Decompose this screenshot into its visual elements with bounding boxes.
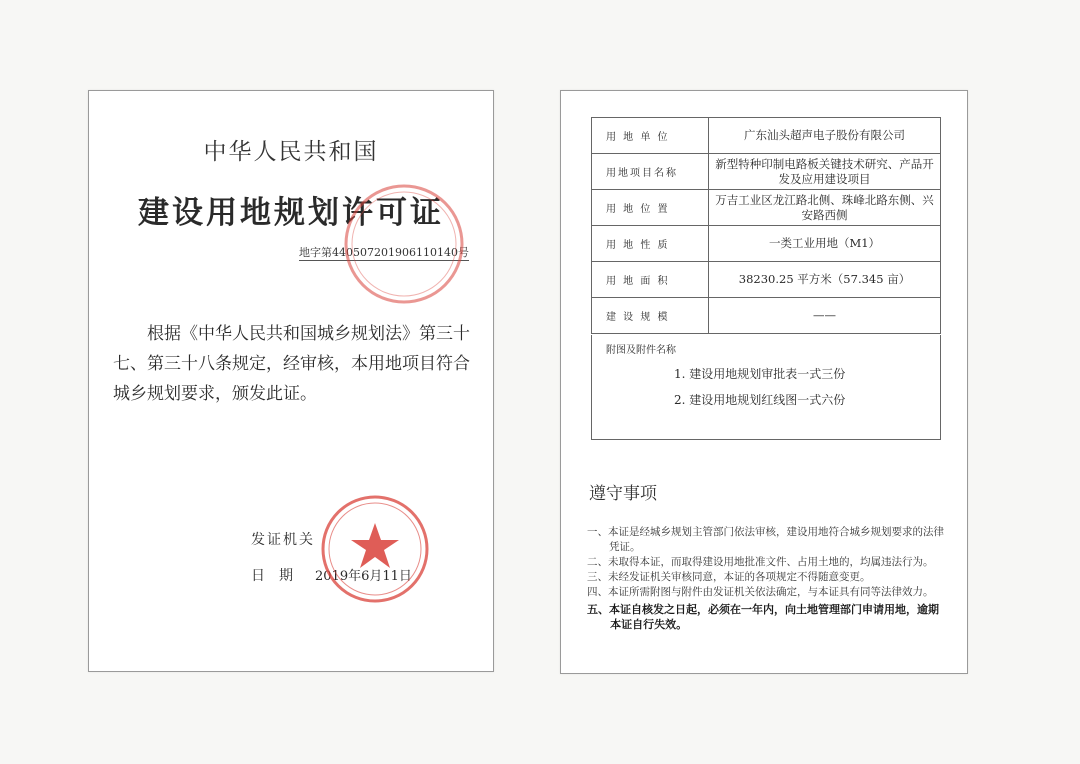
attachments-label: 附图及附件名称: [606, 345, 676, 356]
land-info-table: [591, 117, 941, 334]
row-label: 用 地 面 积: [592, 262, 709, 298]
note-item-important: 五、本证自核发之日起，必须在一年内，向土地管理部门申请用地，逾期本证自行失效。: [587, 603, 939, 631]
attachment-item: 1. 建设用地规划审批表一式三份: [674, 367, 846, 381]
row-value: ——: [709, 298, 941, 334]
row-value: 广东汕头超声电子股份有限公司: [709, 118, 941, 154]
permit-details-page: [560, 90, 968, 674]
row-label: 用地项目名称: [592, 154, 709, 190]
row-label: 用 地 单 位: [592, 118, 709, 154]
permit-statement: 根据《中华人民共和国城乡规划法》第三十七、第三十八条规定，经审核，本用地项目符合城乡规划要求，颁发此证。: [113, 324, 470, 404]
country-name: 中华人民共和国: [203, 139, 379, 165]
table-row: [592, 298, 941, 334]
notes-title: 遵守事项: [589, 484, 657, 504]
row-value: 38230.25 平方米（57.345 亩）: [709, 262, 941, 298]
issue-date: 2019年6月11日: [315, 569, 412, 584]
star-icon: [351, 523, 399, 568]
row-label: 用 地 位 置: [592, 190, 709, 226]
row-value: 新型特种印制电路板关键技术研究、产品开发及应用建设项目: [709, 154, 941, 190]
issuer-label: 发证机关: [251, 532, 315, 548]
permit-number: 地字第440507201906110140号: [299, 246, 469, 259]
table-row: [592, 226, 941, 262]
row-value: 一类工业用地（M1）: [709, 226, 941, 262]
table-row: [592, 262, 941, 298]
note-item: 二、未取得本证，而取得建设用地批准文件、占用土地的，均属违法行为。: [587, 556, 934, 568]
row-label: 建 设 规 模: [592, 298, 709, 334]
note-item: 三、未经发证机关审核同意，本证的各项规定不得随意变更。: [587, 571, 871, 583]
notes-list: [587, 525, 949, 632]
official-seal-top: [339, 179, 469, 309]
attachment-item: 2. 建设用地规划红线图一式六份: [674, 393, 846, 407]
document-title: 建设用地规划许可证: [138, 195, 444, 231]
row-value: 万吉工业区龙江路北侧、珠峰北路东侧、兴安路西侧: [709, 190, 941, 226]
table-row: [592, 154, 941, 190]
date-label: 日期: [251, 568, 307, 584]
permit-cover-page: [88, 90, 494, 672]
note-item: 四、本证所需附图与附件由发证机关依法确定，与本证具有同等法律效力。: [587, 586, 934, 598]
table-row: [592, 190, 941, 226]
attachments-box: [591, 335, 941, 440]
row-label: 用 地 性 质: [592, 226, 709, 262]
table-row: [592, 118, 941, 154]
official-seal: [319, 493, 431, 605]
note-item: 一、本证是经城乡规划主管部门依法审核，建设用地符合城乡规划要求的法律凭证。: [587, 526, 944, 553]
